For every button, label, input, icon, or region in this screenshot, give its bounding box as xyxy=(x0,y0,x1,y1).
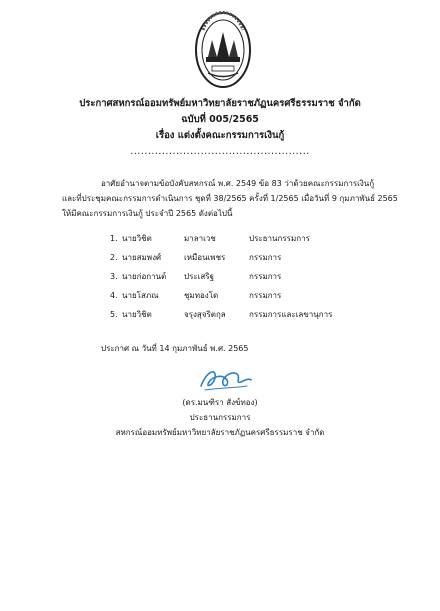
member-number: 4. xyxy=(110,291,118,300)
signature-icon xyxy=(197,364,253,394)
member-last-name: ชุมทองโด xyxy=(184,291,219,300)
member-number: 5. xyxy=(110,310,118,319)
member-last-name: ประเสริฐ xyxy=(184,272,214,281)
member-first-name: นายวิชิต xyxy=(122,234,152,243)
member-role: ประธานกรรมการ xyxy=(249,234,310,243)
member-first-name: นายโสภณ xyxy=(122,291,159,300)
header-separator: ................................................... xyxy=(130,146,310,157)
member-first-name: นายก่อกานต์ xyxy=(122,272,167,281)
announce-date: ประกาศ ณ วันที่ 14 กุมภาพันธ์ พ.ศ. 2565 xyxy=(101,344,249,353)
member-role: กรรมการ xyxy=(249,291,282,300)
document-subject: เรื่อง แต่งตั้งคณะกรรมการเงินกู้ xyxy=(155,130,285,141)
member-last-name: จรุงสุจริตกุล xyxy=(184,310,226,319)
signer-name: (ดร.มนฑิรา สังข์ทอง) xyxy=(182,398,258,407)
member-number: 1. xyxy=(110,234,118,243)
member-number: 2. xyxy=(110,253,118,262)
organization-name: สหกรณ์ออมทรัพย์มหาวิทยาลัยราชภัฏนครศรีธรรมราช จำกัด xyxy=(115,428,325,437)
member-first-name: นายวิชิต xyxy=(122,310,152,319)
member-role: กรรมการ xyxy=(249,272,282,281)
document-number: ฉบับที่ 005/2565 xyxy=(181,114,259,125)
member-role: กรรมการ xyxy=(249,253,282,262)
body-line-1: อาศัยอำนาจตามข้อบังคับสหกรณ์ พ.ศ. 2549 ข้อ 83 ว่าด้วยคณะกรรมการเงินกู้ xyxy=(101,179,375,188)
cooperative-seal-icon xyxy=(194,10,252,90)
member-first-name: นายสมพงศ์ xyxy=(122,253,162,262)
member-role: กรรมการและเลขานุการ xyxy=(249,310,333,319)
signer-title: ประธานกรรมการ xyxy=(189,413,251,422)
body-line-2: และที่ประชุมคณะกรรมการดำเนินการ ชุดที่ 38/2565 ครั้งที่ 1/2565 เมื่อวันที่ 9 กุมภาพันธ์ 2565 xyxy=(62,194,398,203)
member-last-name: เหมือนเพชร xyxy=(184,253,226,262)
member-last-name: มาลาเวช xyxy=(184,234,216,243)
document-title: ประกาศสหกรณ์ออมทรัพย์มหาวิทยาลัยราชภัฏนครศรีธรรมราช จำกัด xyxy=(79,98,361,109)
body-line-3: ให้มีคณะกรรมการเงินกู้ ประจำปี 2565 ดังต่อไปนี้ xyxy=(62,209,233,218)
member-number: 3. xyxy=(110,272,118,281)
